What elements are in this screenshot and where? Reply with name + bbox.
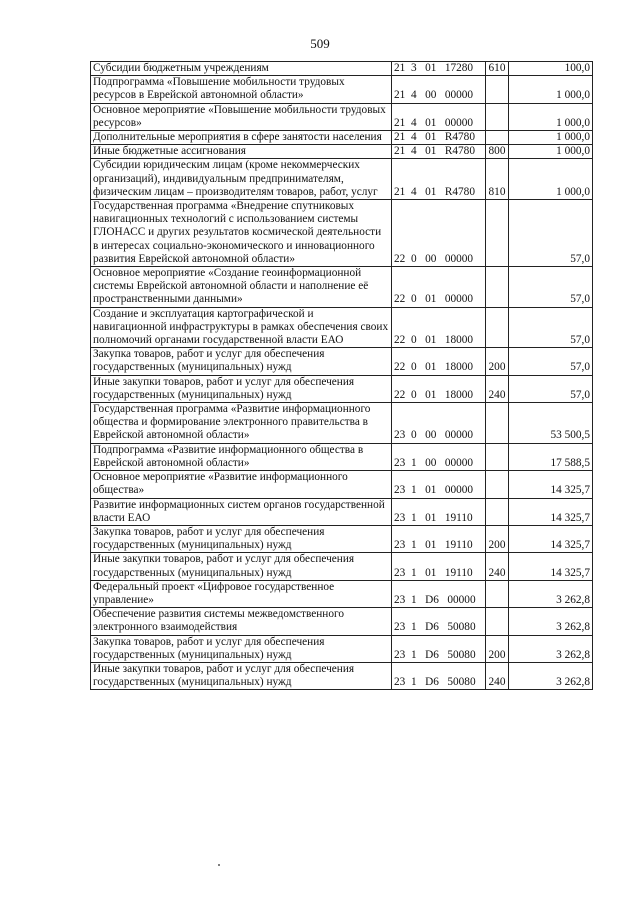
row-sum-cell: 14 325,7 [509, 498, 593, 525]
row-code-cell: 21 4 01 R4780 [392, 131, 486, 145]
row-type-cell [486, 267, 509, 308]
row-sum-cell: 1 000,0 [509, 76, 593, 103]
row-type-cell: 810 [486, 159, 509, 200]
row-type-cell: 200 [486, 635, 509, 662]
budget-table [90, 61, 593, 690]
page-number: 509 [310, 36, 330, 51]
row-type-cell [486, 471, 509, 498]
row-code-cell: 23 1 D6 00000 [392, 580, 486, 607]
row-type-cell: 200 [486, 348, 509, 375]
row-sum-cell: 3 262,8 [509, 608, 593, 635]
row-code-cell: 23 1 00 00000 [392, 443, 486, 470]
row-code-cell: 23 1 D6 50080 [392, 635, 486, 662]
row-name-cell: Иные бюджетные ассигнования [91, 145, 392, 159]
row-type-cell [486, 498, 509, 525]
row-code-cell: 22 0 01 18000 [392, 375, 486, 402]
row-name-cell: Федеральный проект «Цифровое государственное управление» [91, 580, 392, 607]
row-code-cell: 23 1 01 19110 [392, 553, 486, 580]
table-row [91, 200, 593, 267]
table-row [91, 307, 593, 348]
row-code-cell: 23 1 D6 50080 [392, 662, 486, 689]
table-row [91, 553, 593, 580]
row-name-cell: Развитие информационных систем органов государственной власти ЕАО [91, 498, 392, 525]
row-name-cell: Субсидии юридическим лицам (кроме некоммерческих организаций), индивидуальным предпринимателям, физическим лицам – производителям товаров, работ, услуг [91, 159, 392, 200]
row-sum-cell: 100,0 [509, 62, 593, 76]
table-row [91, 662, 593, 689]
row-name-cell: Закупка товаров, работ и услуг для обеспечения государственных (муниципальных) нужд [91, 348, 392, 375]
row-sum-cell: 1 000,0 [509, 159, 593, 200]
row-sum-cell: 14 325,7 [509, 525, 593, 552]
table-row [91, 525, 593, 552]
table-row [91, 103, 593, 130]
table-row [91, 635, 593, 662]
table-row [91, 403, 593, 444]
row-name-cell: Основное мероприятие «Создание геоинформационной системы Еврейской автономной области и наполнение её пространственными данными» [91, 267, 392, 308]
row-code-cell: 23 1 01 19110 [392, 498, 486, 525]
row-name-cell: Подпрограмма «Повышение мобильности трудовых ресурсов в Еврейской автономной области» [91, 76, 392, 103]
row-sum-cell: 53 500,5 [509, 403, 593, 444]
row-type-cell [486, 76, 509, 103]
row-code-cell: 21 4 00 00000 [392, 76, 486, 103]
row-code-cell: 22 0 01 18000 [392, 307, 486, 348]
table-row [91, 267, 593, 308]
row-type-cell [486, 443, 509, 470]
row-code-cell: 23 0 00 00000 [392, 403, 486, 444]
row-sum-cell: 57,0 [509, 200, 593, 267]
row-type-cell [486, 307, 509, 348]
row-sum-cell: 14 325,7 [509, 553, 593, 580]
table-row [91, 76, 593, 103]
row-name-cell: Иные закупки товаров, работ и услуг для обеспечения государственных (муниципальных) нужд [91, 662, 392, 689]
row-name-cell: Иные закупки товаров, работ и услуг для обеспечения государственных (муниципальных) нужд [91, 375, 392, 402]
row-type-cell: 240 [486, 553, 509, 580]
row-code-cell: 23 1 D6 50080 [392, 608, 486, 635]
row-sum-cell: 1 000,0 [509, 103, 593, 130]
row-type-cell [486, 580, 509, 607]
row-code-cell: 22 0 01 18000 [392, 348, 486, 375]
row-name-cell: Государственная программа «Развитие информационного общества и формирование электронного правительства в Еврейской автономной области» [91, 403, 392, 444]
table-row [91, 498, 593, 525]
row-type-cell [486, 103, 509, 130]
row-sum-cell: 1 000,0 [509, 131, 593, 145]
table-row [91, 580, 593, 607]
table-row [91, 131, 593, 145]
row-type-cell [486, 608, 509, 635]
row-name-cell: Основное мероприятие «Развитие информационного общества» [91, 471, 392, 498]
row-name-cell: Создание и эксплуатация картографической и навигационной инфраструктуры в рамках обеспечения своих полномочий органами государственной власти ЕАО [91, 307, 392, 348]
table-row [91, 159, 593, 200]
row-sum-cell: 3 262,8 [509, 635, 593, 662]
table-row [91, 62, 593, 76]
row-code-cell: 22 0 01 00000 [392, 267, 486, 308]
table-row [91, 145, 593, 159]
row-code-cell: 21 4 01 R4780 [392, 159, 486, 200]
table-row [91, 608, 593, 635]
row-sum-cell: 57,0 [509, 375, 593, 402]
row-sum-cell: 14 325,7 [509, 471, 593, 498]
row-type-cell [486, 200, 509, 267]
row-name-cell: Обеспечение развития системы межведомственного электронного взаимодействия [91, 608, 392, 635]
row-name-cell: Иные закупки товаров, работ и услуг для обеспечения государственных (муниципальных) нужд [91, 553, 392, 580]
row-name-cell: Дополнительные мероприятия в сфере занятости населения [91, 131, 392, 145]
scan-speck [218, 864, 220, 866]
row-name-cell: Основное мероприятие «Повышение мобильности трудовых ресурсов» [91, 103, 392, 130]
table-row [91, 375, 593, 402]
row-type-cell: 800 [486, 145, 509, 159]
row-type-cell: 610 [486, 62, 509, 76]
row-code-cell: 23 1 01 00000 [392, 471, 486, 498]
row-type-cell [486, 131, 509, 145]
row-sum-cell: 57,0 [509, 267, 593, 308]
row-code-cell: 23 1 01 19110 [392, 525, 486, 552]
row-code-cell: 21 4 01 00000 [392, 103, 486, 130]
row-type-cell: 240 [486, 662, 509, 689]
row-type-cell: 240 [486, 375, 509, 402]
row-sum-cell: 17 588,5 [509, 443, 593, 470]
row-name-cell: Подпрограмма «Развитие информационного общества в Еврейской автономной области» [91, 443, 392, 470]
table-row [91, 471, 593, 498]
row-name-cell: Закупка товаров, работ и услуг для обеспечения государственных (муниципальных) нужд [91, 525, 392, 552]
row-code-cell: 21 3 01 17280 [392, 62, 486, 76]
row-code-cell: 22 0 00 00000 [392, 200, 486, 267]
table-row [91, 443, 593, 470]
row-type-cell: 200 [486, 525, 509, 552]
row-type-cell [486, 403, 509, 444]
row-code-cell: 21 4 01 R4780 [392, 145, 486, 159]
table-row [91, 348, 593, 375]
row-sum-cell: 57,0 [509, 348, 593, 375]
row-sum-cell: 57,0 [509, 307, 593, 348]
row-sum-cell: 3 262,8 [509, 580, 593, 607]
row-sum-cell: 3 262,8 [509, 662, 593, 689]
row-name-cell: Государственная программа «Внедрение спутниковых навигационных технологий с использованием системы ГЛОНАСС и других результатов космической деятельности в интересах социально-экономического и инновационного развития Еврейской автономной области» [91, 200, 392, 267]
row-sum-cell: 1 000,0 [509, 145, 593, 159]
row-name-cell: Закупка товаров, работ и услуг для обеспечения государственных (муниципальных) нужд [91, 635, 392, 662]
row-name-cell: Субсидии бюджетным учреждениям [91, 62, 392, 76]
